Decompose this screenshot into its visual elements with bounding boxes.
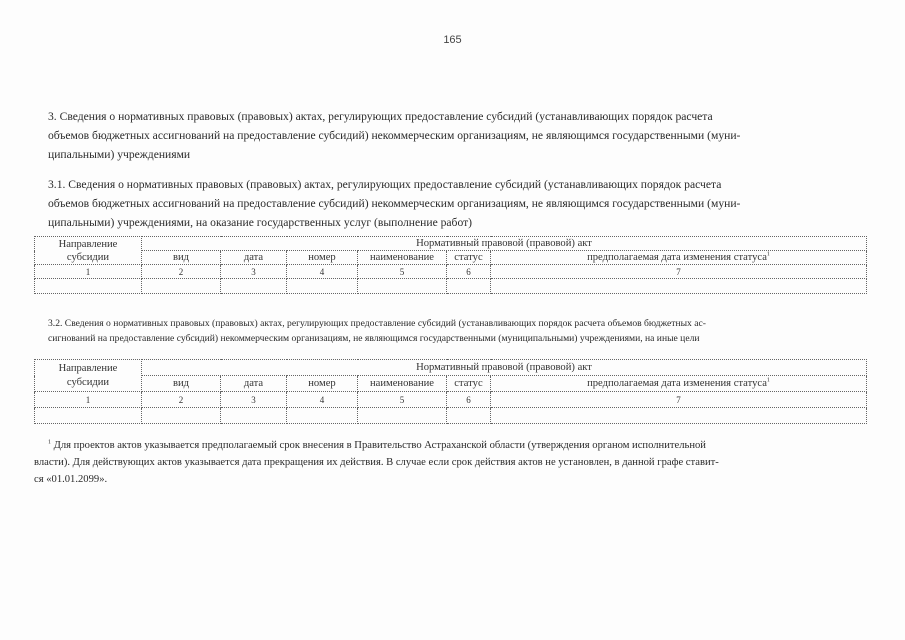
text-line: 3.2. Сведения о нормативных правовых (правовых) актах, регулирующих предоставление субсидий (устанавливающих порядок расчета объемов бюджетных ас- bbox=[48, 318, 706, 329]
table-cell[interactable] bbox=[142, 408, 221, 424]
table-row bbox=[35, 408, 867, 424]
table-numbers-row bbox=[35, 392, 867, 408]
section-3-1-heading bbox=[34, 175, 870, 232]
direction-header-line: Направление bbox=[58, 238, 118, 250]
col-number: 2 bbox=[142, 265, 221, 279]
col-number: 6 bbox=[447, 392, 491, 408]
footnote-line: власти). Для действующих актов указывается дата прекращения их действия. В случае если срок действия актов не установлен, в данной графе ставит- bbox=[34, 457, 719, 468]
col-header-text: предполагаемая дата изменения статуса bbox=[587, 251, 767, 263]
footnote-mark: 1 bbox=[766, 376, 770, 383]
col-header-name: наименование bbox=[358, 251, 447, 265]
direction-header bbox=[35, 237, 142, 265]
col-header-type: вид bbox=[142, 376, 221, 392]
col-number: 4 bbox=[287, 392, 358, 408]
table-cell[interactable] bbox=[35, 408, 142, 424]
table-cell[interactable] bbox=[221, 408, 287, 424]
col-number: 2 bbox=[142, 392, 221, 408]
text-line: сигнований на предоставление субсидий) некоммерческим организациям, не являющимся государственными (муниципальными) учреждениями, на иные цели bbox=[48, 333, 700, 344]
table-cell[interactable] bbox=[358, 408, 447, 424]
direction-header-line: субсидии bbox=[66, 376, 110, 388]
col-header-number: номер bbox=[287, 376, 358, 392]
col-number: 1 bbox=[35, 265, 142, 279]
col-number: 7 bbox=[491, 392, 867, 408]
table-subheader-row bbox=[35, 376, 867, 392]
col-number: 3 bbox=[221, 392, 287, 408]
table-cell[interactable] bbox=[221, 279, 287, 294]
footnote-mark: 1 bbox=[48, 439, 51, 446]
text-line: 3. Сведения о нормативных правовых (правовых) актах, регулирующих предоставление субсидий (устанавливающих порядок расчета bbox=[48, 110, 713, 123]
act-group-header: Нормативный правовой (правовой) акт bbox=[142, 237, 867, 251]
table-header-row bbox=[35, 360, 867, 376]
footnote-mark: 1 bbox=[766, 250, 770, 257]
table-cell[interactable] bbox=[287, 408, 358, 424]
table-subheader-row bbox=[35, 251, 867, 265]
col-number: 5 bbox=[358, 392, 447, 408]
table-cell[interactable] bbox=[35, 279, 142, 294]
text-line: ципальными) учреждениями bbox=[48, 148, 191, 161]
col-header-type: вид bbox=[142, 251, 221, 265]
col-header-text: предполагаемая дата изменения статуса bbox=[587, 377, 767, 389]
footnote-line bbox=[34, 437, 866, 454]
col-header-date: дата bbox=[221, 251, 287, 265]
text-line: объемов бюджетных ассигнований на предоставление субсидий) некоммерческим организациям, не являющимся государственными (муни- bbox=[48, 197, 741, 210]
direction-header bbox=[35, 360, 142, 392]
col-number: 5 bbox=[358, 265, 447, 279]
direction-header-line: Направление bbox=[58, 362, 118, 374]
col-number: 6 bbox=[447, 265, 491, 279]
col-header-date: дата bbox=[221, 376, 287, 392]
direction-header-line: субсидии bbox=[66, 251, 110, 263]
table-cell[interactable] bbox=[358, 279, 447, 294]
act-group-header: Нормативный правовой (правовой) акт bbox=[142, 360, 867, 376]
table-cell[interactable] bbox=[447, 408, 491, 424]
col-number: 1 bbox=[35, 392, 142, 408]
footnote bbox=[34, 437, 866, 488]
col-header-number: номер bbox=[287, 251, 358, 265]
col-header-status: статус bbox=[447, 251, 491, 265]
text-line: 3.1. Сведения о нормативных правовых (правовых) актах, регулирующих предоставление субсидий (устанавливающих порядок расчета bbox=[48, 178, 722, 191]
table-cell[interactable] bbox=[491, 279, 867, 294]
col-number: 7 bbox=[491, 265, 867, 279]
col-header-status-change-date bbox=[491, 376, 867, 392]
section-3-2-heading bbox=[34, 316, 870, 346]
acts-table-2 bbox=[34, 359, 867, 424]
footnote-text: Для проектов актов указывается предполагаемый срок внесения в Правительство Астраханской области (утверждения органом исполнительной bbox=[51, 440, 706, 451]
col-header-status: статус bbox=[447, 376, 491, 392]
acts-table-1 bbox=[34, 236, 867, 294]
col-header-name: наименование bbox=[358, 376, 447, 392]
page-number: 165 bbox=[443, 34, 462, 46]
table-header-row bbox=[35, 237, 867, 251]
footnote-line: ся «01.01.2099». bbox=[34, 474, 108, 485]
col-number: 3 bbox=[221, 265, 287, 279]
table-cell[interactable] bbox=[142, 279, 221, 294]
table-cell[interactable] bbox=[287, 279, 358, 294]
text-line: объемов бюджетных ассигнований на предоставление субсидий) некоммерческим организациям, не являющимся государственными (муни- bbox=[48, 129, 741, 142]
table-row bbox=[35, 279, 867, 294]
table-numbers-row bbox=[35, 265, 867, 279]
text-line: ципальными) учреждениями, на оказание государственных услуг (выполнение работ) bbox=[48, 216, 473, 229]
section-3-heading bbox=[34, 107, 870, 164]
col-header-status-change-date bbox=[491, 251, 867, 265]
col-number: 4 bbox=[287, 265, 358, 279]
table-cell[interactable] bbox=[491, 408, 867, 424]
table-cell[interactable] bbox=[447, 279, 491, 294]
